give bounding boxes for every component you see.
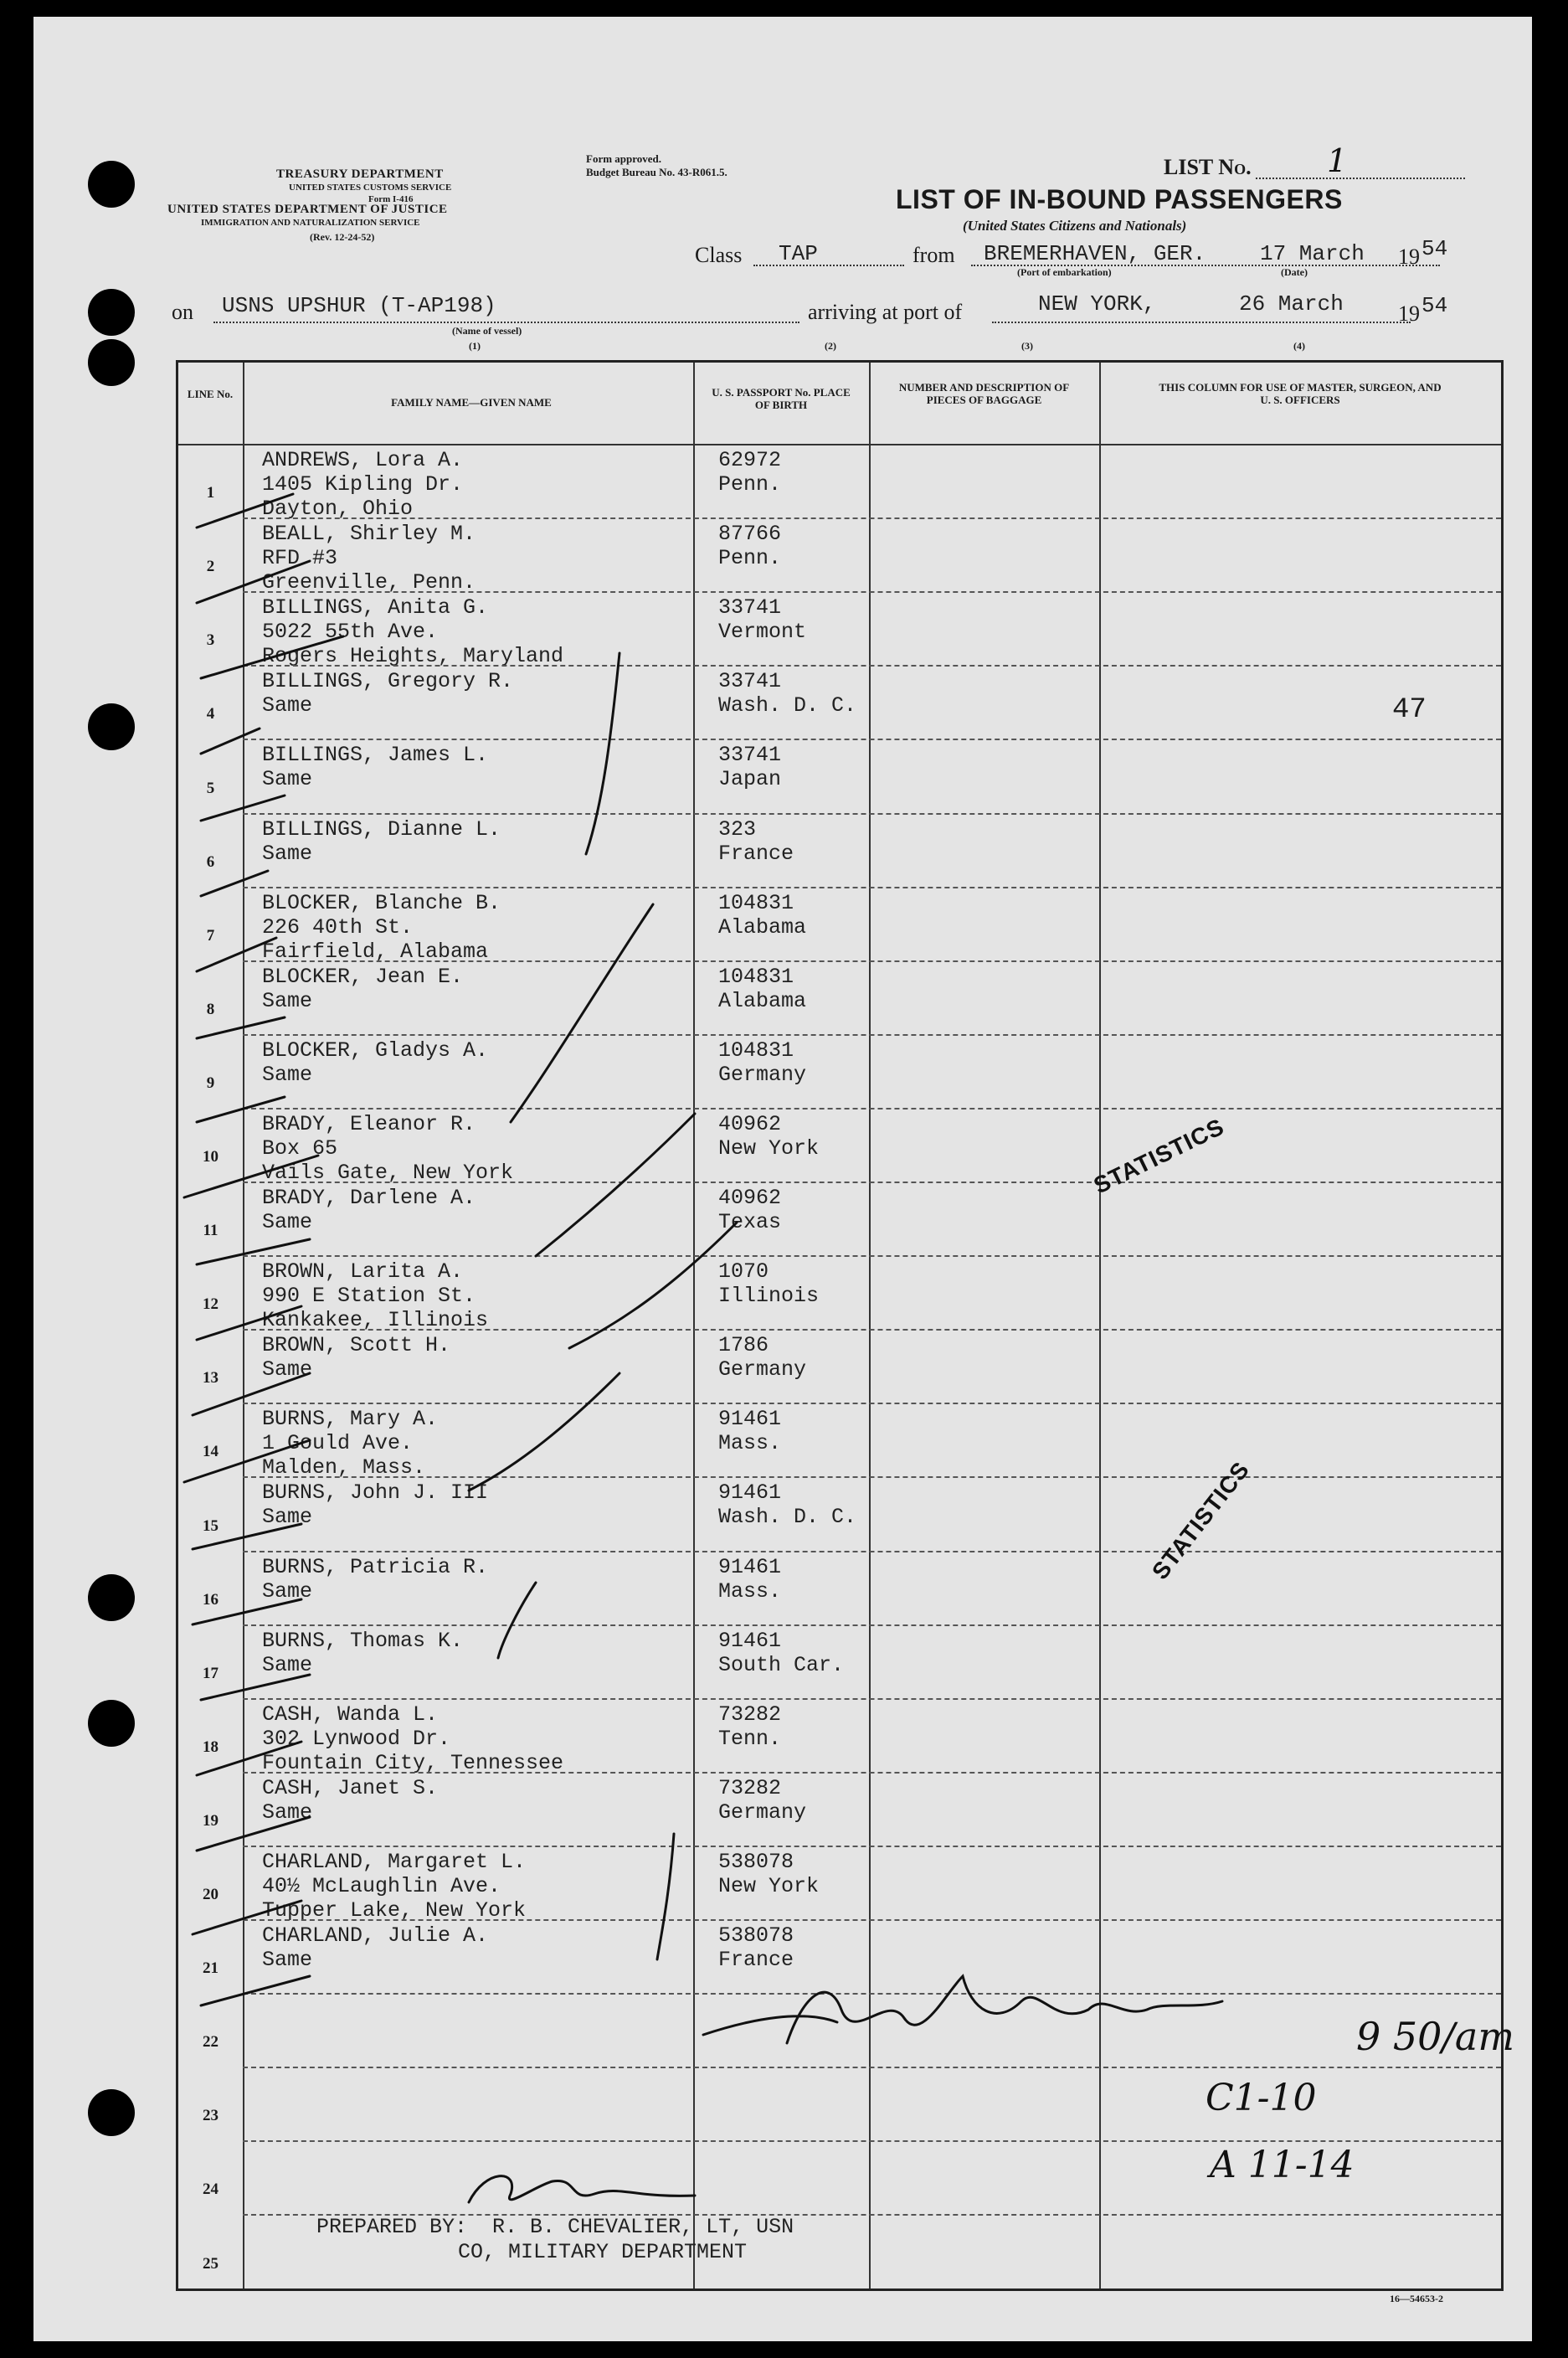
passenger-name-cell: BILLINGS, Anita G. 5022 55th Ave. Rogers Heights, Maryland (262, 595, 564, 669)
line-number: 6 (206, 852, 215, 871)
line-number: 20 (203, 1886, 218, 1903)
passport-cell: 104831 Alabama (718, 964, 807, 1013)
immigration-service: IMMIGRATION AND NATURALIZATION SERVICE (201, 218, 420, 228)
passport-cell: 62972 Penn. (718, 448, 782, 497)
passenger-name-cell: BLOCKER, Blanche B. 226 40th St. Fairfield, Alabama (262, 890, 501, 964)
passenger-name-cell: BILLINGS, Gregory R. Same (262, 669, 514, 718)
line-number: 21 (203, 1959, 218, 1978)
passport-cell: 1070 Illinois (718, 1259, 820, 1309)
passport-cell: 91461 Wash. D. C. (718, 1480, 857, 1530)
passenger-name-cell: CASH, Wanda L. 302 Lynwood Dr. Fountain City, Tennessee (262, 1702, 564, 1775)
passport-cell: 1786 Germany (718, 1333, 807, 1382)
passenger-name-cell: BRADY, Eleanor R. Box 65 Vails Gate, New York (262, 1111, 514, 1185)
line-number: 9 (206, 1073, 215, 1092)
passport-cell: 91461 Mass. (718, 1407, 782, 1456)
line-number: 4 (206, 705, 215, 723)
prepared-by: PREPARED BY: R. B. CHEVALIER, LT, USN (316, 2215, 794, 2239)
passenger-name-cell: BURNS, John J. III Same (262, 1480, 489, 1530)
passport-cell: 33741 Vermont (718, 595, 807, 645)
passenger-name-cell: BILLINGS, Dianne L. Same (262, 816, 501, 866)
passenger-name-cell: BROWN, Larita A. 990 E Station St. Kankakee, Illinois (262, 1259, 489, 1333)
passenger-name-cell: BRADY, Darlene A. Same (262, 1186, 476, 1234)
handwritten-note-c1-10: C1-10 (1206, 2077, 1317, 2119)
line-number: 17 (203, 1664, 218, 1682)
passport-cell: 40962 Texas (718, 1186, 782, 1234)
prepared-by-department: CO, MILITARY DEPARTMENT (458, 2240, 748, 2264)
on-label: on (172, 300, 193, 324)
date-caption: (Date) (1281, 266, 1308, 278)
passenger-name-cell: CASH, Janet S. Same (262, 1775, 439, 1825)
passport-cell: 91461 South Car. (718, 1628, 845, 1677)
col-number-1: (1) (469, 340, 481, 352)
line-number: 18 (203, 1738, 218, 1756)
handwritten-note-a11-14: A 11-14 (1210, 2144, 1355, 2186)
vessel-name: USNS UPSHUR (T-AP198) (222, 293, 496, 318)
passenger-name-cell: BURNS, Patricia R. Same (262, 1554, 489, 1604)
passport-cell: 104831 Alabama (718, 890, 807, 940)
officer-note: 47 (1392, 694, 1427, 726)
line-number: 1 (206, 484, 215, 502)
passenger-name-cell: BLOCKER, Jean E. Same (262, 964, 464, 1013)
passenger-name-cell: BEALL, Shirley M. RFD #3 Greenville, Penn. (262, 522, 476, 595)
port-caption: (Port of embarkation) (1017, 266, 1112, 278)
header-officers: THIS COLUMN FOR USE OF MASTER, SURGEON, AND U. S. OFFICERS (1159, 381, 1442, 406)
form-title: LIST OF IN-BOUND PASSENGERS (896, 184, 1343, 214)
line-number: 14 (203, 1443, 218, 1461)
line-number: 24 (203, 2180, 218, 2199)
class-label: Class (695, 243, 743, 267)
justice-department: UNITED STATES DEPARTMENT OF JUSTICE (167, 203, 448, 216)
form-subtitle: (United States Citizens and Nationals) (963, 218, 1187, 234)
customs-service: UNITED STATES CUSTOMS SERVICE (289, 183, 452, 193)
statistics-stamp: STATISTICS (1089, 1113, 1229, 1199)
passport-cell: 91461 Mass. (718, 1554, 782, 1604)
treasury-department: TREASURY DEPARTMENT (276, 167, 444, 181)
passport-cell: 323 France (718, 816, 794, 866)
passport-cell: 73282 Tenn. (718, 1702, 782, 1751)
embarkation-year: 54 (1421, 236, 1448, 261)
footer-code: 16—54653-2 (1390, 2293, 1443, 2304)
line-number: 22 (203, 2033, 218, 2052)
line-number: 25 (203, 2254, 218, 2273)
line-number: 15 (203, 1516, 218, 1535)
embarkation-date: 17 March (1260, 241, 1365, 266)
arrival-year: 54 (1421, 293, 1448, 318)
line-number: 7 (206, 926, 215, 945)
col-number-3: (3) (1021, 340, 1033, 352)
arrival-year-prefix: 19 (1398, 301, 1420, 326)
class-value: TAP (779, 241, 818, 266)
officer-signature (469, 2176, 695, 2202)
header-passport: U. S. PASSPORT No. PLACE OF BIRTH (712, 386, 851, 411)
line-number: 12 (203, 1295, 218, 1314)
header-family-name: FAMILY NAME—GIVEN NAME (391, 396, 552, 409)
passport-cell: 87766 Penn. (718, 522, 782, 571)
line-number: 8 (206, 1000, 215, 1018)
passenger-name-cell: CHARLAND, Margaret L. 40½ McLaughlin Ave. Tupper Lake, New York (262, 1849, 527, 1923)
line-number: 13 (203, 1369, 218, 1388)
from-label: from (913, 243, 955, 267)
passport-cell: 104831 Germany (718, 1037, 807, 1087)
passenger-name-cell: ANDREWS, Lora A. 1405 Kipling Dr. Dayton, Ohio (262, 448, 464, 521)
passenger-name-cell: BURNS, Thomas K. Same (262, 1628, 464, 1677)
line-number: 16 (203, 1590, 218, 1609)
arriving-label: arriving at port of (808, 300, 963, 324)
arrival-date: 26 March (1239, 291, 1344, 317)
line-number: 23 (203, 2107, 218, 2125)
revision-date: (Rev. 12-24-52) (310, 231, 375, 243)
passenger-name-cell: CHARLAND, Julie A. Same (262, 1923, 489, 1972)
vessel-caption: (Name of vessel) (452, 325, 522, 337)
passport-cell: 33741 Japan (718, 743, 782, 792)
header-line-no: LINE No. (187, 388, 234, 400)
line-number: 5 (206, 779, 215, 797)
form-number: Form I-416 (368, 194, 414, 204)
list-no-label: LIST No. (1164, 155, 1252, 179)
passport-cell: 40962 New York (718, 1111, 820, 1161)
passport-cell: 538078 France (718, 1923, 794, 1972)
col-number-4: (4) (1293, 340, 1305, 352)
line-number: 2 (206, 558, 215, 576)
arrival-port: NEW YORK, (1038, 291, 1156, 317)
pen-marks (33, 17, 1532, 2341)
passenger-name-cell: BILLINGS, James L. Same (262, 743, 489, 792)
line-number: 10 (203, 1148, 218, 1166)
header-baggage: NUMBER AND DESCRIPTION OF PIECES OF BAGGAGE (898, 381, 1070, 406)
col-number-2: (2) (825, 340, 836, 352)
line-number: 19 (203, 1811, 218, 1830)
passport-cell: 538078 New York (718, 1849, 820, 1898)
passenger-list-form (33, 17, 1532, 2341)
line-number: 3 (206, 631, 215, 650)
passenger-name-cell: BROWN, Scott H. Same (262, 1333, 451, 1382)
passenger-name-cell: BURNS, Mary A. 1 Gould Ave. Malden, Mass. (262, 1407, 439, 1480)
passenger-name-cell: BLOCKER, Gladys A. Same (262, 1037, 489, 1087)
port-of-embarkation: BREMERHAVEN, GER. (984, 241, 1206, 266)
signature-scribble (703, 1976, 1222, 2043)
form-approved: Form approved. (586, 152, 662, 165)
year-prefix: 19 (1398, 245, 1420, 269)
list-no-value: 1 (1327, 142, 1348, 179)
statistics-stamp: STATISTICS (1146, 1456, 1255, 1584)
passport-cell: 73282 Germany (718, 1775, 807, 1825)
line-number: 11 (203, 1222, 218, 1240)
handwritten-time-note: 9 50/am (1356, 2014, 1514, 2059)
budget-bureau-no: Budget Bureau No. 43-R061.5. (586, 166, 727, 178)
passport-cell: 33741 Wash. D. C. (718, 669, 857, 718)
